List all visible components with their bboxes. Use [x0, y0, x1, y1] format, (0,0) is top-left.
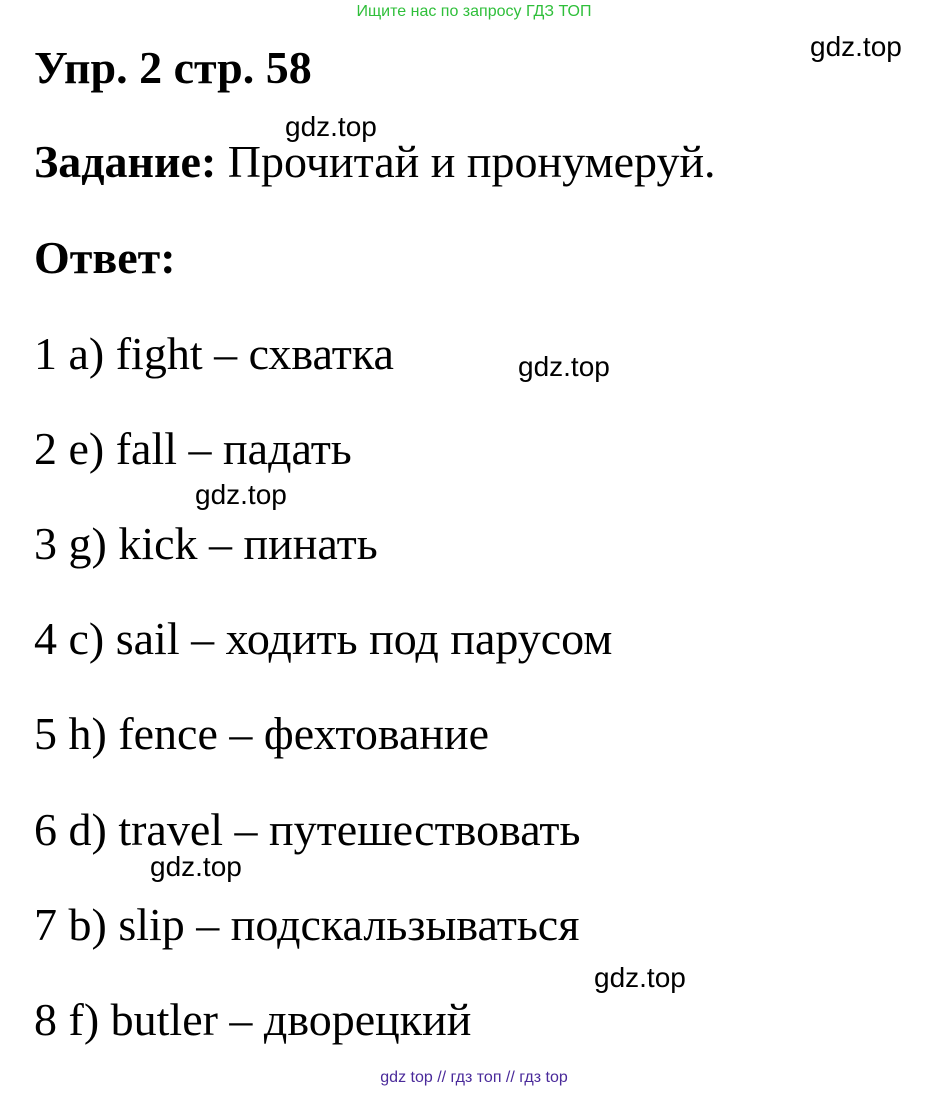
answer-label: Ответ: [34, 232, 176, 283]
task-text: Прочитай и пронумеруй. [216, 136, 716, 187]
task-label: Задание: [34, 136, 217, 187]
footer-links: gdz top // гдз топ // гдз top [380, 1069, 568, 1086]
watermark-3: gdz.top [518, 351, 610, 382]
watermark-4: gdz.top [195, 479, 287, 510]
answer-item-2: 2 e) fall – падать [34, 423, 352, 474]
answer-item-8: 8 f) butler – дворецкий [34, 994, 472, 1045]
answer-item-3: 3 g) kick – пинать [34, 518, 378, 569]
answer-item-7: 7 b) slip – подскальзываться [34, 899, 580, 950]
watermark-6: gdz.top [594, 962, 686, 993]
watermark-2: gdz.top [285, 111, 377, 142]
answer-item-5: 5 h) fence – фехтование [34, 708, 490, 759]
top-banner: Ищите нас по запросу ГДЗ ТОП [356, 3, 592, 20]
page-title: Упр. 2 стр. 58 [34, 42, 312, 93]
answer-item-1: 1 a) fight – схватка [34, 328, 394, 379]
watermark-1: gdz.top [810, 31, 902, 62]
answer-item-4: 4 c) sail – ходить под парусом [34, 613, 613, 664]
watermark-5: gdz.top [150, 851, 242, 882]
answer-item-6: 6 d) travel – путешествовать [34, 804, 581, 855]
